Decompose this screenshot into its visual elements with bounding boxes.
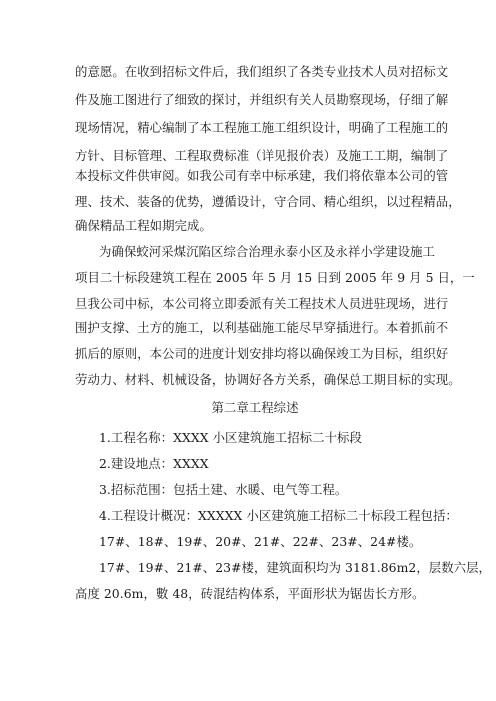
list-item: 4.工程设计概况：XXXXX 小区建筑施工招标二十标段工程包括： <box>99 508 458 523</box>
paragraph-line: 本投标文件供审阅。如我公司有幸中标承建，我们将依靠本公司的管 <box>75 168 449 183</box>
chapter-title: 第二章工程综述 <box>211 400 299 415</box>
paragraph-line: 劳动力、材料、机械设备，协调好各方关系，确保总工期目标的实现。 <box>75 372 461 387</box>
paragraph-line: 旦我公司中标，本公司将立即委派有关工程技术人员进驻现场，进行 <box>75 296 449 311</box>
paragraph-line: 高度 20.6m，數 48，砖混结构体系，平面形状为锯齿长方形。 <box>75 586 425 601</box>
paragraph-line: 现场情况，精心编制了本工程施工施工组织设计，明确了工程施工的 <box>75 120 449 135</box>
paragraph-line: 为确保蛟河采煤沉陷区综合治理永泰小区及永祥小学建设施工 <box>99 244 435 259</box>
paragraph-line: 方针、目标管理、工程取费标准（详见报价表）及施工工期，编制了 <box>75 148 449 163</box>
paragraph-line: 理、技术、装备的优势，遵循设计，守合同、精心组织，以过程精品， <box>75 194 461 209</box>
list-item: 1.工程名称：XXXX 小区建筑施工招标二十标段 <box>99 430 362 445</box>
building-list: 17#、18#、19#、20#、21#、22#、23#、24#楼。 <box>99 534 422 549</box>
paragraph-line: 件及施工图进行了细致的探讨，并组织有关人员勘察现场，仔细了解 <box>75 92 449 107</box>
paragraph-line: 围护支撑、土方的施工，以利基础施工能尽早穿插进行。本着抓前不 <box>75 320 449 335</box>
list-item: 2.建设地点：XXXX <box>99 456 209 471</box>
paragraph-line: 抓后的原则，本公司的进度计划安排均将以确保竣工为目标，组织好 <box>75 346 449 361</box>
paragraph-line: 项目二十标段建筑工程在 2005 年 5 月 15 日到 2005 年 9 月 5 日，一 <box>75 270 475 285</box>
paragraph-line: 17#、19#、21#、23#楼，建筑面积均为 3181.86m2，层数六层， <box>99 560 491 575</box>
list-item: 3.招标范围：包括土建、水暖、电气等工程。 <box>99 482 348 497</box>
paragraph-line: 确保精品工程如期完成。 <box>75 218 212 233</box>
paragraph-line: 的意愿。在收到招标文件后，我们组织了各类专业技术人员对招标文 <box>75 64 449 79</box>
